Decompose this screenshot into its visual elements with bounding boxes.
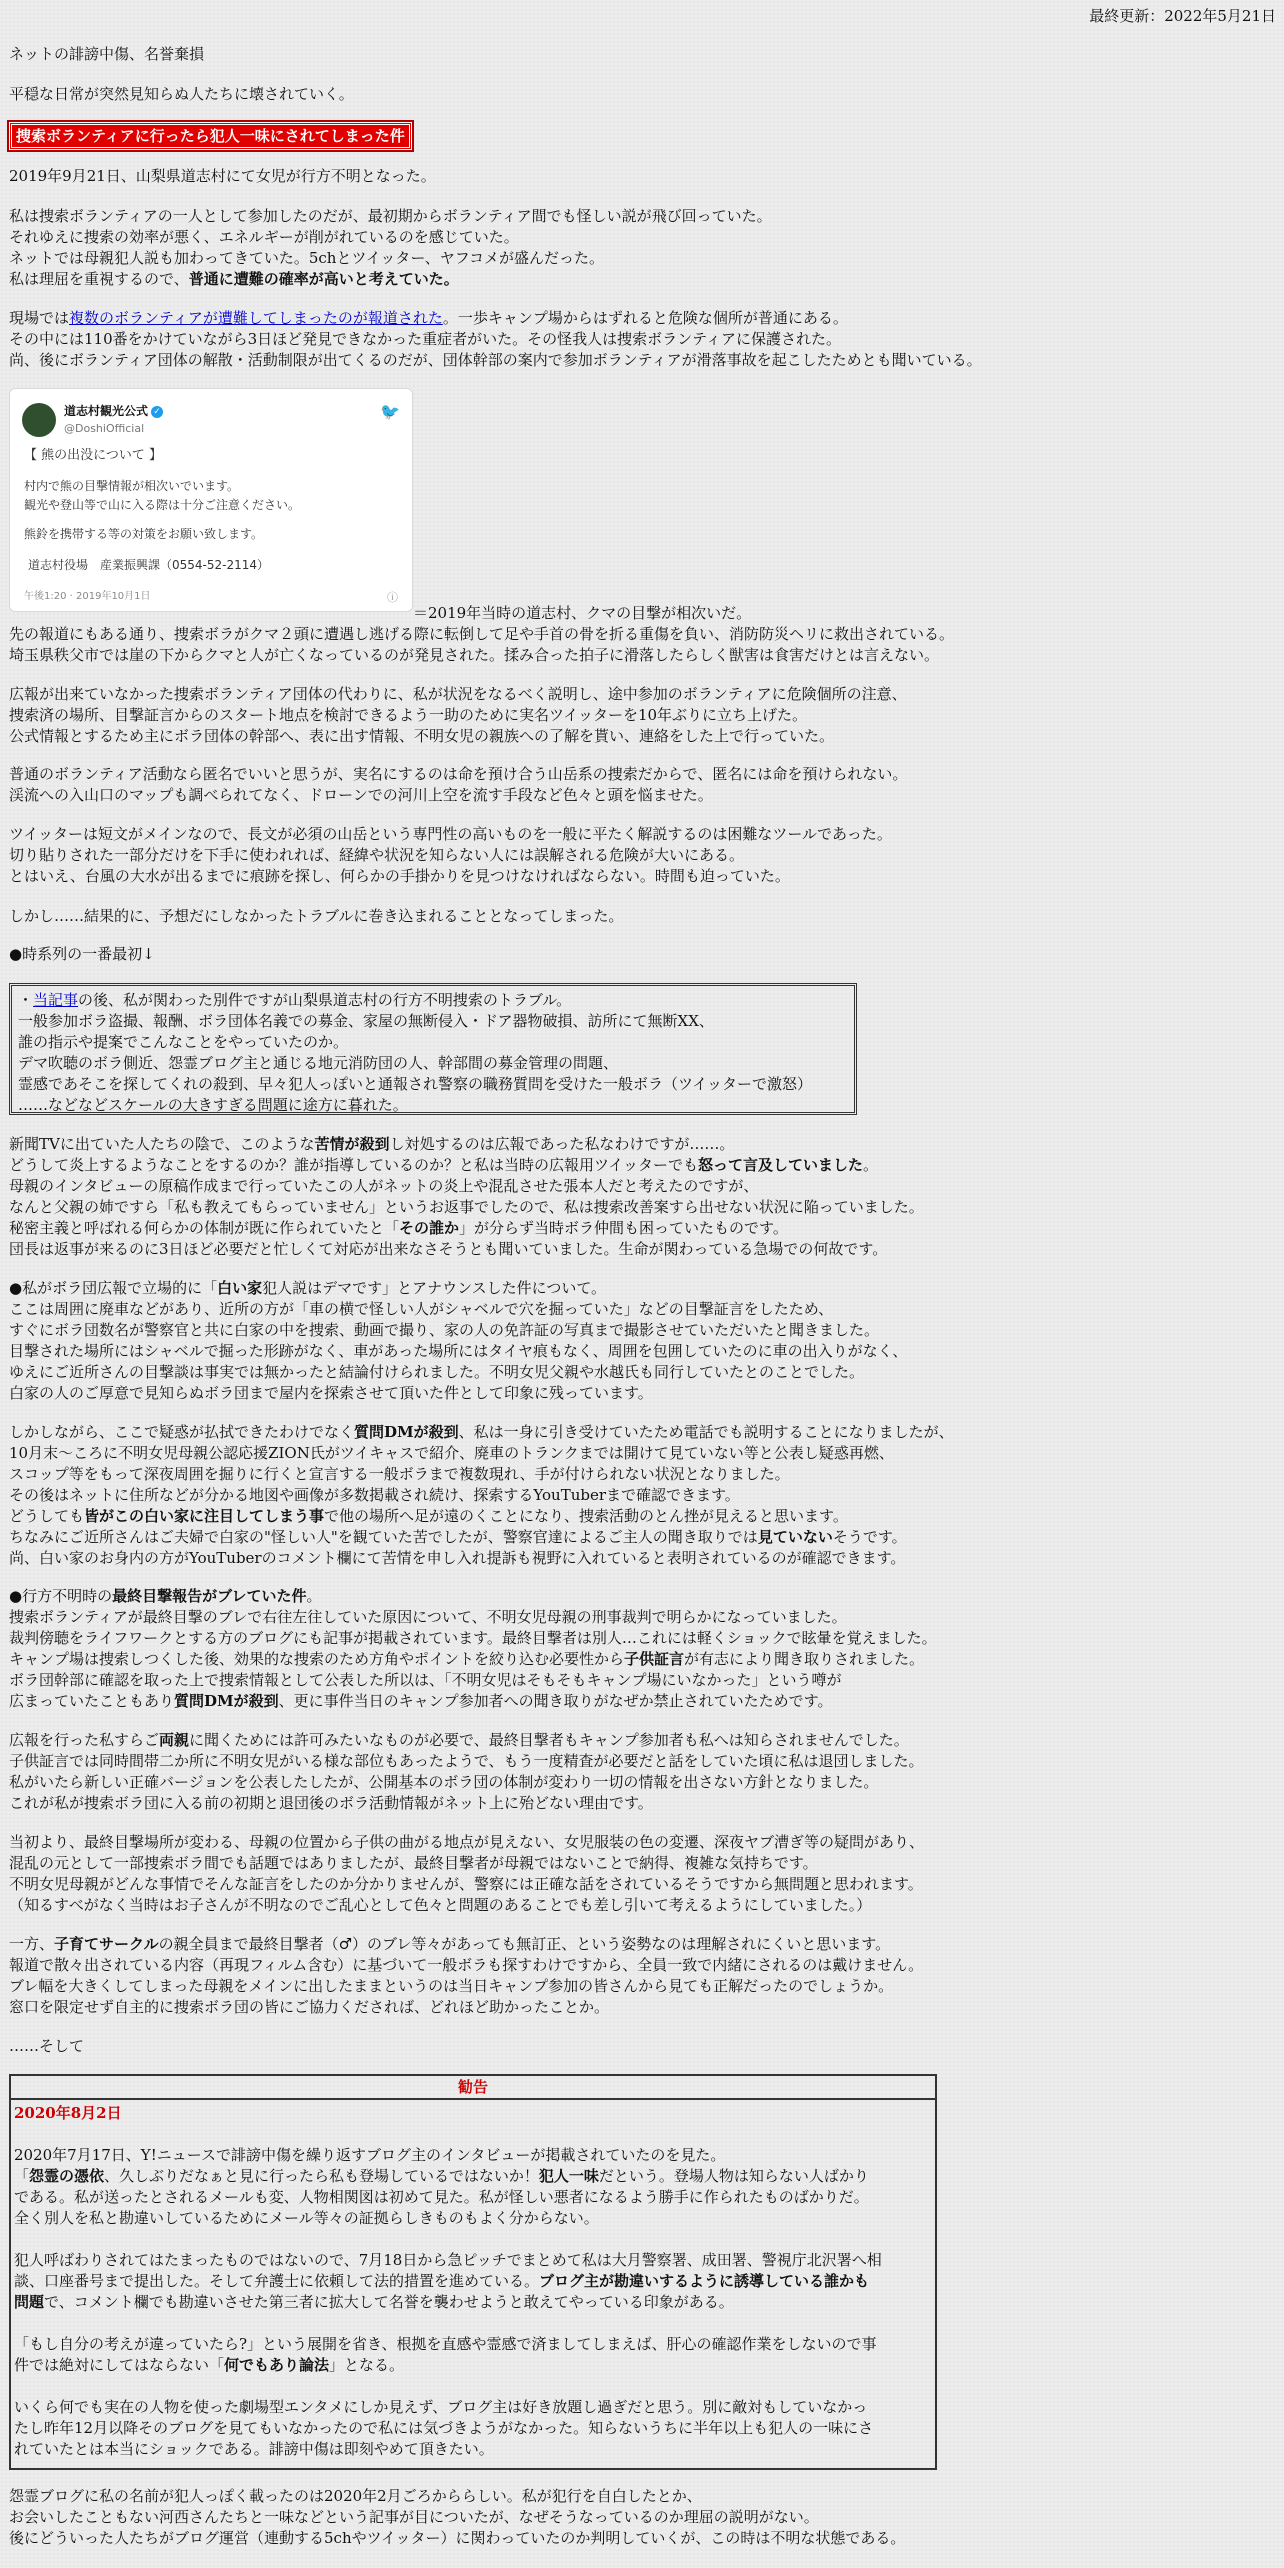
- notice-date: 2020年8月2日: [14, 2104, 122, 2122]
- paragraph-trouble: しかし……結果的に、予想だにしなかったトラブルに巻き込まれることとなってしまった。: [9, 907, 624, 925]
- this-article-link[interactable]: 当記事: [33, 991, 79, 1009]
- site-title: ネットの誹謗中傷、名誉棄損: [9, 45, 205, 63]
- paragraph-complaints: 新聞TVに出ていた人たちの陰で、このような苦情が殺到し対処するのは広報であった私なわけですが……。 どうして炎上するようなことをするのか？誰が指導しているのか？と私は当時の広報用ツイッターでも怒って言及していました。 母親のインタビューの原稿作成まで行っていたこの人がネットの炎上や混乱させた張本人だと考えたのですが、 なんと父親の姉ですら「私も教えてもらっていません」というお返事でしたので、私は捜索改善案すら出せない状況に陥っていました。 秘密主義と呼ばれる何らかの体制が既に作られていたと「その誰か」が分らず当時ボラ仲間も困っていたものです。 団長は返事が来るのに3日ほど必要だと忙しくて対応が出来なさそうとも聞いていました。生命が関わっている急場での何故です。: [9, 1135, 924, 1258]
- notice-body: 2020年8月2日 2020年7月17日、Y!ニュースで誹謗中傷を繰り返すブログ主のインタビューが掲載されていたのを見た。 「怨霊の憑依、久しぶりだなぁと見に行ったら私も登場しているではないか！犯人一味だという。登場人物は知らない人ばかり である。私が送ったとされるメールも変、人物相関図は初めて見た。私が怪しい悪者になるよう勝手に作られたものばかりだ。 全く別人を私と勘違いしているためにメール等々の証拠らしきものもよく分からない。 犯人呼ばわりされてはたまったものではないので、7月18日から急ピッチでまとめて私は大月警察署、成田署、警視庁北沢署へ相 談、口座番号まで提出した。そして弁護士に依頼して法的措置を進めている。ブログ主が勘違いするように誘導している誰かも 問題で、コメント欄でも勘違いさせた第三者に拡大して名誉を襲わせようと敢えてやっている印象がある。 「もし自分の考えが違っていたら?」という展開を省き、根拠を直感や霊感で済ましてしまえば、肝心の確認作業をしないので事 件では絶対にしてはならない「何でもあり論法」となる。 いくら何でも実在の人物を使った劇場型エンタメにしか見えず、ブログ主は好き放題し過ぎだと思う。別に敵対もしていなかっ たし昨年12月以降そのブログを見てもいなかったので私には気づきようがなかった。知らないうちに半年以上も犯人の一味にさ れていたとは本当にショックである。誹謗中傷は即刻やめて頂きたい。: [11, 2100, 935, 2463]
- news-link[interactable]: 複数のボランティアが遭難してしまったのが報道された: [69, 309, 443, 327]
- warning-notice: [9, 2074, 937, 2470]
- tweet-timestamp: 午後1:20 · 2019年10月1日: [24, 591, 151, 602]
- lead-text: 平穏な日常が突然見知らぬ人たちに壊されていく。: [9, 85, 354, 103]
- paragraph-white-house: ●私がボラ団広報で立場的に「白い家犯人説はデマです」とアナウンスした件について。 ここは周囲に廃車などがあり、近所の方が「車の横で怪しい人がシャベルで穴を掘っていた」などの目撃証言をしたため、 すぐにボラ団数名が警察官と共に白家の中を捜索、動画で撮り、家の人の免許証の写真まで撮影させていただいたと聞きました。 目撃された場所にはシャベルで掘った形跡がなく、車があった場所にはタイヤ痕もなく、周囲を包囲していたのに車の出入りがなく、 ゆえにご近所さんの目撃談は事実では無かったと結論付けられました。不明女児父親や水越氏も同行していたとのことでした。 白家の人のご厚意で見知らぬボラ団まで屋内を探索させて頂いた件として印象に残っています。: [9, 1279, 908, 1402]
- paragraph-circle: 一方、子育てサークルの親全員まで最終目撃者（♂）のブレ等々があっても無訂正、という姿勢なのは理解されにくいと思います。 報道で散々出されている内容（再現フィルム含む）に基づいて一般ボラも探すわけですから、全員一致で内緒にされるのは戴けません。 ブレ幅を大きくしてしまった母親をメインに出したままというのは当日キャンプ参加の皆さんから見ても正解だったのでしょうか。 窓口を限定せず自主的に捜索ボラ団の皆にご協力くだされば、どれほど助かったことか。: [9, 1935, 924, 2016]
- paragraph-realname: 普通のボランティア活動なら匿名でいいと思うが、実名にするのは命を預け合う山岳系の捜索だからで、匿名には命を預けられない。 渓流への入山口のマップも調べられてなく、ドローンでの河川上空を流す手段など色々と頭を悩ませた。: [9, 765, 908, 804]
- paragraph-permission: 広報を行った私すらご両親に聞くためには許可みたいなものが必要で、最終目撃者もキャンプ参加者も私へは知らされませんでした。 子供証言では同時間帯二か所に不明女児がいる様な部位もあったようで、もう一度精査が必要だと話をしていた頃に私は退団しました。 私がいたら新しい正確バージョンを公表したしたが、公開基本のボラ団の体制が変わり一切の情報を出さない方針となりました。 これが私が捜索ボラ団に入る前の初期と退団後のボラ活動情報がネット上に殆どない理由です。: [9, 1731, 924, 1812]
- verified-icon: ✓: [151, 406, 163, 418]
- timeline-box: ・当記事の後、私が関わった別件ですが山梨県道志村の行方不明捜索のトラブル。 一般参加ボラ盗撮、報酬、ボラ団体名義での募金、家屋の無断侵入・ドア器物破損、訪所にて無断XX、 誰の指示や提案でこんなことをやっていたのか。 デマ吹聴のボラ側近、怨霊ブログ主と通じる地元消防団の人、幹部間の募金管理の問題、 霊感であそこを探してくれの殺到、早々犯人っぽいと通報され警察の職務質問を受けた一般ボラ（ツイッターで激怒） ……などなどスケールの大きすぎる問題に途方に暮れた。: [9, 983, 857, 1115]
- paragraph-accident: 現場では複数のボランティアが遭難してしまったのが報道された。一歩キャンプ場からはずれると危険な個所が普通にある。 その中には110番をかけていながら3日ほど発見できなかった重症者がいた。その怪我人は捜索ボランティアに保護された。 尚、後にボランティア団体の解散・活動制限が出てくるのだが、団体幹部の案内で参加ボランティアが滑落事故を起こしたためとも聞いている。: [9, 309, 982, 369]
- last-updated: 最終更新：2022年5月21日: [1089, 7, 1276, 25]
- tweet-avatar: [22, 403, 56, 437]
- paragraph-bear: 先の報道にもある通り、捜索ボラがクマ２頭に遭遇し逃げる際に転倒して足や手首の骨を折る重傷を負い、消防防災ヘリに救出されている。 埼玉県秩父市では崖の下からクマと人が亡くなっているのが発見された。揉み合った拍子に滑落したらしく獣害は食害だけとは言えない。: [9, 625, 955, 664]
- tweet-body: 【 熊の出没について 】 村内で熊の目撃情報が相次いでいます。 観光や登山等で山に入る際は十分ご注意ください。 熊鈴を携帯する等の対策をお願い致します。 道志村役場 産業振興課（0554-52-2114）: [24, 448, 301, 572]
- paragraph-intro: 私は捜索ボランティアの一人として参加したのだが、最初期からボランティア間でも怪しい説が飛び回っていた。 それゆえに捜索の効率が悪く、エネルギーが削がれているのを感じていた。 ネットでは母親犯人説も加わってきていた。5chとツイッター、ヤフコメが盛んだった。 私は理屈を重視するので、普通に遭難の確率が高いと考えていた。: [9, 207, 772, 288]
- twitter-bird-icon: 🐦: [380, 402, 400, 421]
- notice-heading: 勧告: [11, 2076, 935, 2100]
- article-title: 捜索ボランティアに行ったら犯人一味にされてしまった件: [9, 122, 412, 150]
- paragraph-last-sighting: ●行方不明時の最終目撃報告がブレていた件。 捜索ボランティアが最終目撃のブレで右往左往していた原因について、不明女児母親の刑事裁判で明らかになっていました。 裁判傍聴をライフワークとする方のブログにも記事が掲載されています。最終目撃者は別人…これには軽くショックで眩暈を覚えました。 キャンプ場は捜索しつくした後、効果的な捜索のため方角やポイントを絞り込む必要性から子供証言が有志により聞き取りされました。 ボラ団幹部に確認を取った上で捜索情報として公表した所以は、「不明女児はそもそもキャンプ場にいなかった」という噂が 広まっていたこともあり質問DMが殺到、更に事件当日のキャンプ参加者への聞き取りがなぜか禁止されていたためです。: [9, 1587, 937, 1710]
- paragraph-pr: 広報が出来ていなかった捜索ボランティア団体の代わりに、私が状況をなるべく説明し、途中参加のボランティアに危険個所の注意、 捜索済の場所、目撃証言からのスタート地点を検討できるよう一助のために実名ツイッターを10年ぶりに立ち上げた。 公式情報とするため主にボラ団体の幹部へ、表に出す情報、不明女児の親族への了解を貰い、連絡をした上で行っていた。: [9, 685, 907, 745]
- paragraph-twitter: ツイッターは短文がメインなので、長文が必須の山岳という専門性の高いものを一般に平たく解説するのは困難なツールであった。 切り貼りされた一部分だけを下手に使われれば、経緯や状況を知らない人には誤解される危険が大いにある。 とはいえ、台風の大水が出るまでに痕跡を探し、何らかの手掛かりを見つけなければならない。時間も迫っていた。: [9, 825, 892, 885]
- paragraph-doubts: 当初より、最終目撃場所が変わる、母親の位置から子供の曲がる地点が見えない、女児服装の色の変遷、深夜ヤブ漕ぎ等の疑問があり、 混乱の元として一部捜索ボラ間でも話題ではありましたが、最終目撃者が母親ではないことで納得、複雑な気持ちです。 不明女児母親がどんな事情でそんな証言をしたのか分かりませんが、警察には正確な話をされているそうですから無問題と思われます。 （知るすべがなく当時はお子さんが不明なのでご乱心として色々と問題のあることでも差し引いて考えるようにしていました。）: [9, 1833, 925, 1914]
- paragraph-blog: 怨霊ブログに私の名前が犯人っぽく載ったのは2020年2月ごろかららしい。私が犯行を自白したとか、 お会いしたこともない河西さんたちと一味などという記事が目についたが、なぜそうなっているのか理屈の説明がない。 後にどういった人たちがブログ運営（連動する5chやツイッター）に関わっていたのか判明していくが、この時は不明な状態である。: [9, 2487, 906, 2547]
- tweet-caption: ＝2019年当時の道志村、クマの目撃が相次いだ。: [413, 604, 752, 622]
- paragraph-date: 2019年9月21日、山梨県道志村にて女児が行方不明となった。: [9, 167, 436, 185]
- paragraph-and-then: ……そして: [9, 2037, 85, 2055]
- timeline-heading: ●時系列の一番最初↓: [9, 945, 155, 963]
- embedded-tweet[interactable]: [9, 388, 413, 612]
- tweet-handle: @DoshiOfficial: [64, 422, 145, 435]
- info-icon[interactable]: ⓘ: [387, 591, 398, 604]
- paragraph-dm: しかしながら、ここで疑惑が払拭できたわけでなく質問DMが殺到、私は一身に引き受けていたため電話でも説明することになりましたが、 10月末～ころに不明女児母親公認応援ZION氏がツイキャスで紹介、廃車のトランクまでは開けて見ていない等と公表し疑惑再燃、 スコップ等をもって深夜周囲を掘りに行くと宣言する一般ボラまで複数現れ、手が付けられない状況となりました。 その後はネットに住所などが分かる地図や画像が多数掲載され続け、探索するYouTuberまで確認できます。 どうしても皆がこの白い家に注目してしまう事で他の場所へ足が遠のくことになり、捜索活動のとん挫が見えると思います。 ちなみにご近所さんはご夫婦で白家の"怪しい人"を観ていた苦でしたが、警察官達によるご主人の聞き取りでは見ていないそうです。 尚、白い家のお身内の方がYouTuberのコメント欄にて苦情を申し入れ提訴も視野に入れていると表明されているのが確認できます。: [9, 1423, 954, 1567]
- tweet-author-name: 道志村観光公式 ✓: [64, 403, 163, 420]
